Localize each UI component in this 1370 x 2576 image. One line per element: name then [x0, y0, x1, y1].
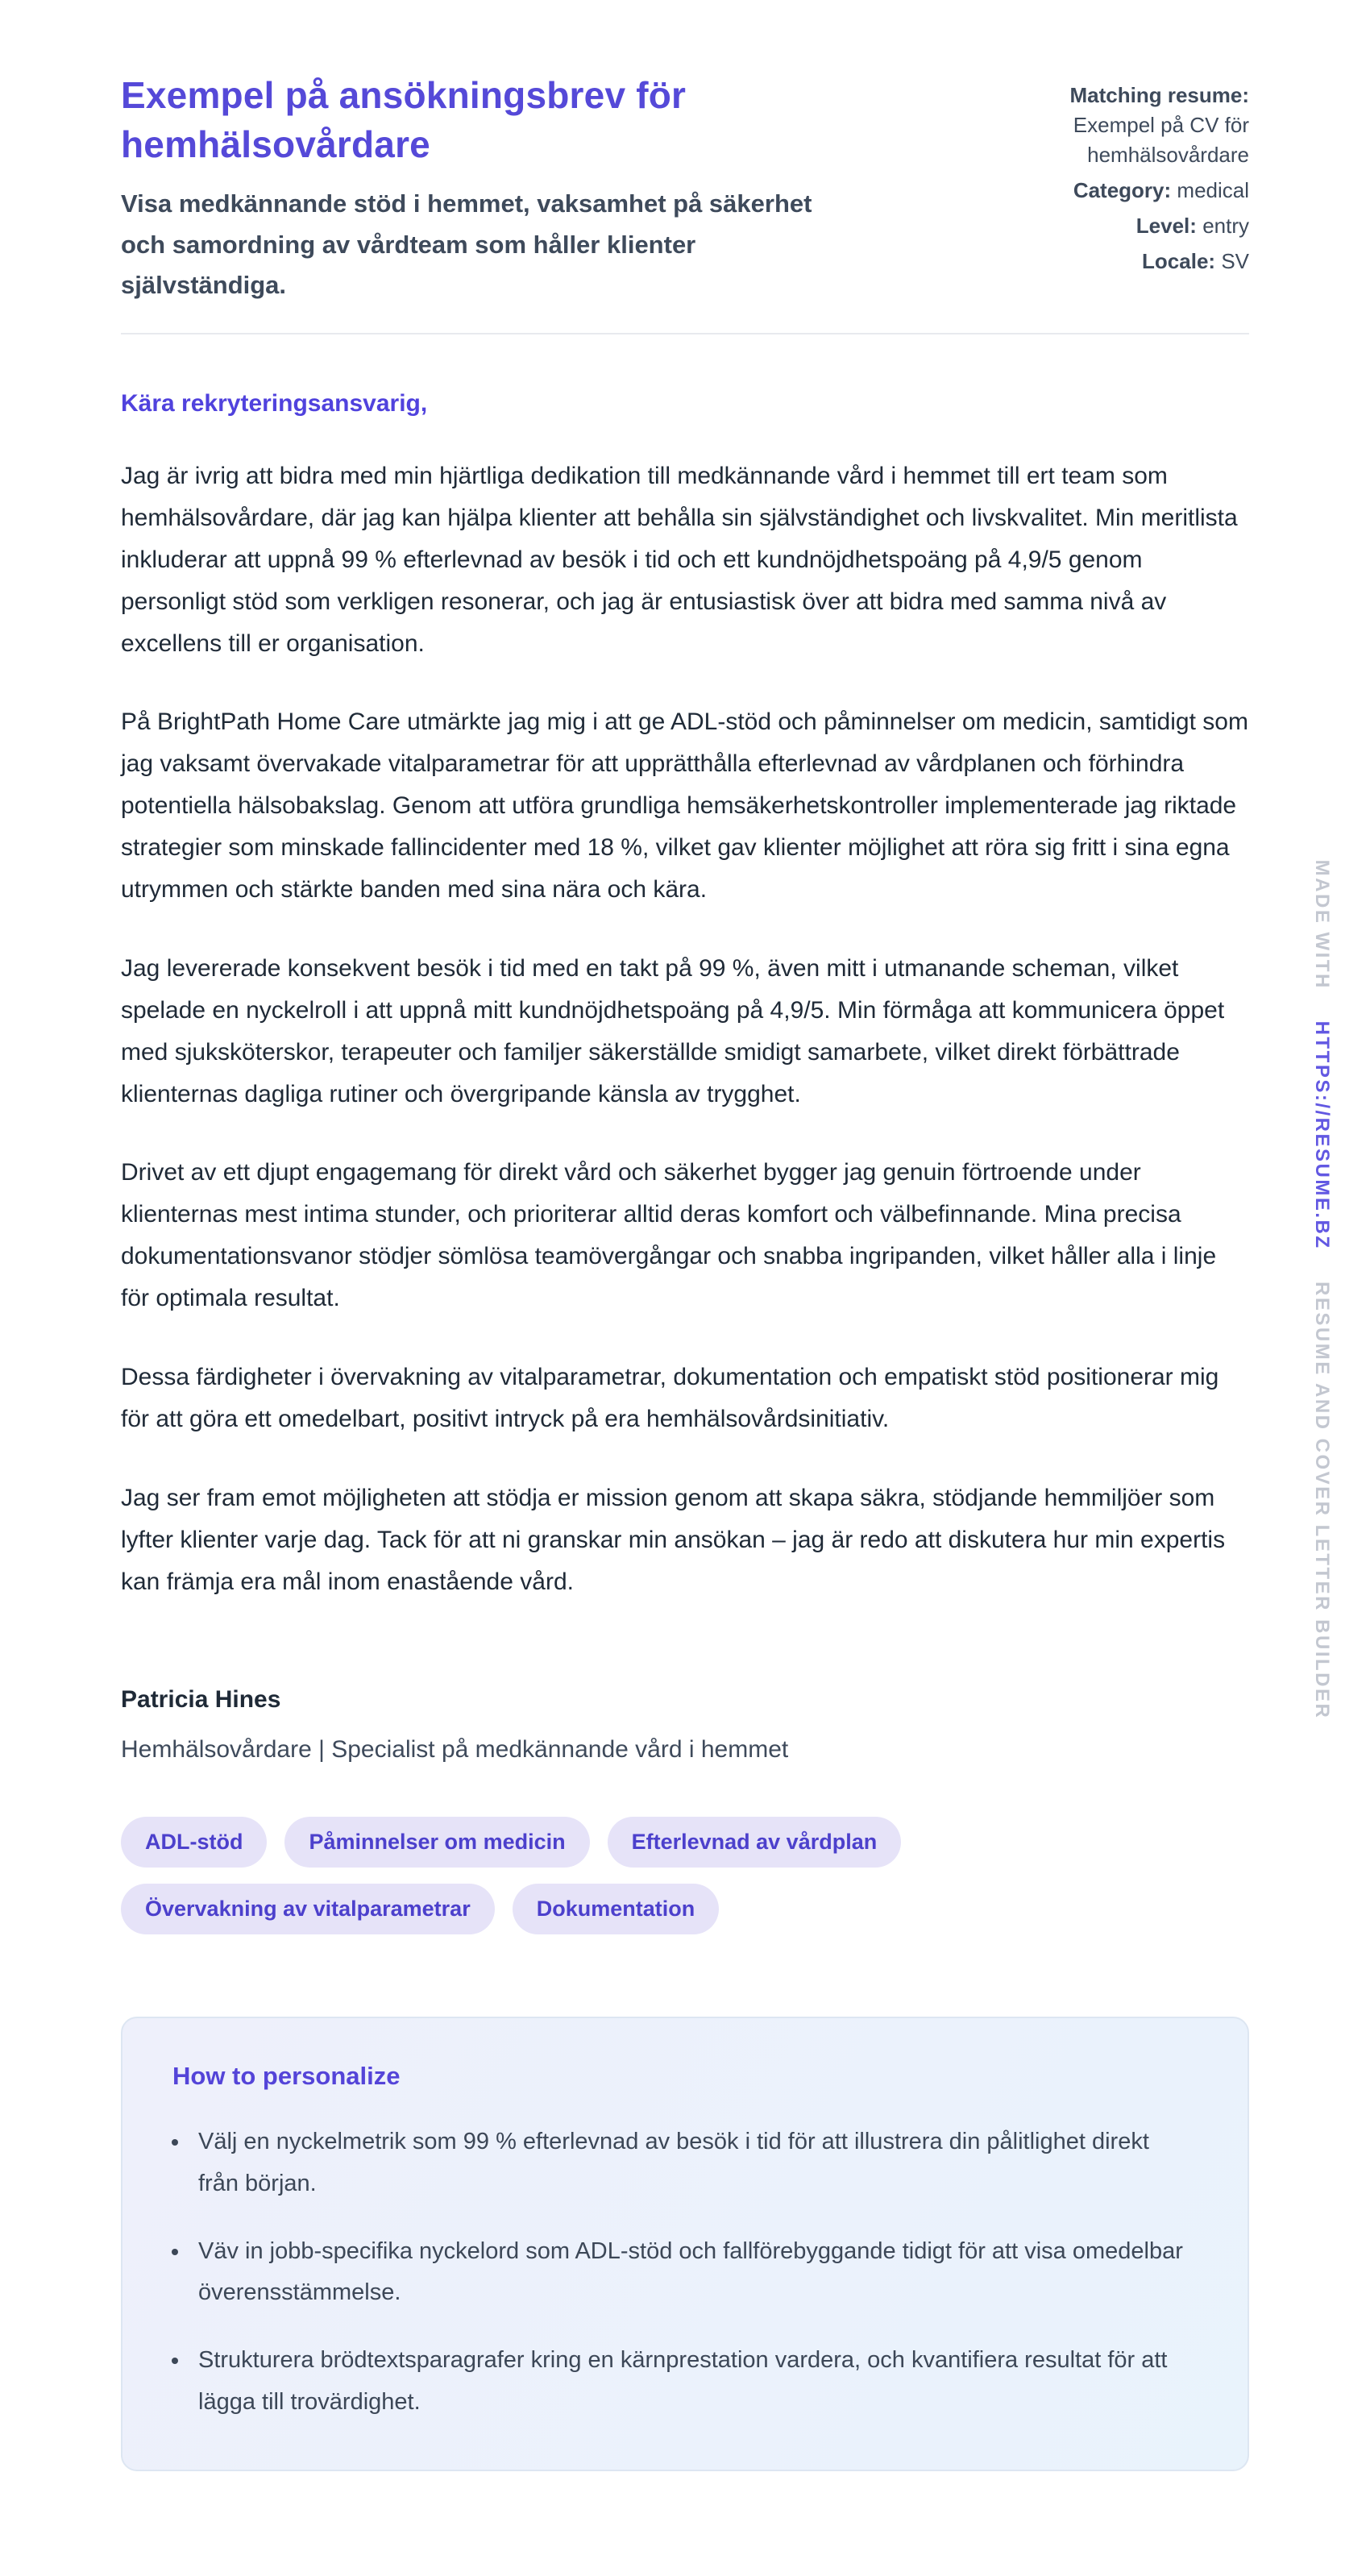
signature-role: Hemhälsovårdare | Specialist på medkännande vård i hemmet — [121, 1736, 789, 1764]
watermark-prefix: MADE WITH — [1311, 859, 1333, 990]
resume-meta-block — [999, 71, 1249, 281]
letter-paragraph: Jag levererade konsekvent besök i tid med en takt på 99 %, även mitt i utmanande scheman, vilket spelade en nyckelroll i att uppnå mitt kundnöjdhetspoäng på 4,9/5. Min förmåga att kommunicera öppet med sjuksköterskor, terapeuter och familjer säkerställde smidigt samarbete, vilket direkt förbättrade klienternas dagliga rutiner och övergripande känsla av trygghet. — [121, 954, 1225, 1107]
meta-locale — [999, 247, 1249, 276]
skill-tag: Efterlevnad av vårdplan — [608, 1817, 902, 1868]
page-subtitle: Visa medkännande stöd i hemmet, vaksamhet på säkerhet och samordning av vårdteam som håller klienter självständiga. — [121, 189, 812, 299]
personalize-tip: • Väv in jobb-specifika nyckelord som ADL-stöd och fallförebyggande tidigt för att visa omedelbar överensstämmelse. — [190, 2231, 1189, 2314]
cover-letter-body — [121, 389, 1249, 1764]
meta-level — [999, 211, 1249, 241]
how-to-personalize-box — [121, 2017, 1249, 2471]
meta-level-label: Level: — [1135, 213, 1197, 238]
resume-bz-link[interactable]: HTTPS://RESUME.BZ — [1311, 1021, 1333, 1250]
skill-tag: ADL-stöd — [121, 1817, 267, 1868]
header-title-block — [121, 71, 999, 305]
page-title: Exempel på ansökningsbrev för hemhälsovårdare — [121, 74, 687, 166]
meta-matching-label: Matching resume: — [1069, 83, 1249, 107]
personalize-title: How to personalize — [172, 2062, 401, 2091]
skill-tag: Övervakning av vitalparametrar — [121, 1884, 495, 1934]
meta-locale-label: Locale: — [1142, 248, 1216, 273]
meta-matching-value: Exempel på CV för hemhälsovårdare — [1073, 112, 1249, 167]
meta-category-value: medical — [1177, 177, 1249, 202]
letter-paragraph: På BrightPath Home Care utmärkte jag mig i att ge ADL-stöd och påminnelser om medicin, samtidigt som jag vaksamt övervakade vitalparametrar för att upprätthålla efterlevnad av vårdplanen och förhindra potentiella hälsobakslag. Genom att utföra grundliga hemsäkerhetskontroller implementerade jag riktade strategier som minskade fallincidenter med 18 %, vilket gav klienter möjlighet att röra sig fritt i sina egna utrymmen och stärkte banden med sina nära och kära. — [121, 708, 1248, 904]
personalize-tip: • Strukturera brödtextsparagrafer kring en kärnprestation vardera, och kvantifiera resultat för att lägga till trovärdighet. — [190, 2340, 1189, 2423]
personalize-tip: • Välj en nyckelmetrik som 99 % efterlevnad av besök i tid för att illustrera din pålitlighet direkt från början. — [190, 2121, 1189, 2204]
page-header — [121, 71, 1249, 305]
meta-category — [999, 176, 1249, 206]
letter-paragraph: Dessa färdigheter i övervakning av vitalparametrar, dokumentation och empatiskt stöd positionerar mig för att göra ett omedelbart, positivt intryck på era hemhälsovårdsinitiativ. — [121, 1364, 1219, 1432]
meta-matching-resume — [999, 81, 1249, 170]
made-with-watermark — [1310, 860, 1333, 1720]
skill-tag: Dokumentation — [513, 1884, 720, 1934]
skill-tags — [121, 1817, 1249, 1934]
letter-paragraph: Jag ser fram emot möjligheten att stödja er mission genom att skapa säkra, stödjande hemmiljöer som lyfter klienter varje dag. Tack för att ni granskar min ansökan – jag är redo att diskutera hur min expertis kan främja era mål inom enastående vård. — [121, 1484, 1226, 1595]
letter-paragraph: Drivet av ett djupt engagemang för direkt vård och säkerhet bygger jag genuin förtroende under klienternas mest intima stunder, och prioriterar alltid deras komfort och välbefinnande. Mina precisa dokumentationsvanor stödjer sömlösa teamövergångar och snabba ingripanden, vilket håller alla i linje för optimala resultat. — [121, 1159, 1217, 1312]
meta-category-label: Category: — [1073, 177, 1172, 202]
personalize-tips-list — [158, 2121, 1199, 2423]
skill-tag: Påminnelser om medicin — [284, 1817, 589, 1868]
header-divider — [121, 333, 1249, 334]
meta-locale-value: SV — [1221, 248, 1249, 273]
meta-level-value: entry — [1202, 213, 1249, 238]
watermark-suffix: RESUME AND COVER LETTER BUILDER — [1311, 1282, 1333, 1720]
letter-greeting: Kära rekryteringsansvarig, — [121, 390, 428, 417]
signature-name: Patricia Hines — [121, 1686, 281, 1714]
letter-paragraph: Jag är ivrig att bidra med min hjärtliga dedikation till medkännande vård i hemmet till ert team som hemhälsovårdare, där jag kan hjälpa klienter att behålla sin självständighet och livskvalitet. Min meritlista inkluderar att uppnå 99 % efterlevnad av besök i tid och ett kundnöjdhetspoäng på 4,9/5 genom personligt stöd som verkligen resonerar, och jag är entusiastisk över att bidra med samma nivå av excellens till er organisation. — [121, 463, 1238, 657]
